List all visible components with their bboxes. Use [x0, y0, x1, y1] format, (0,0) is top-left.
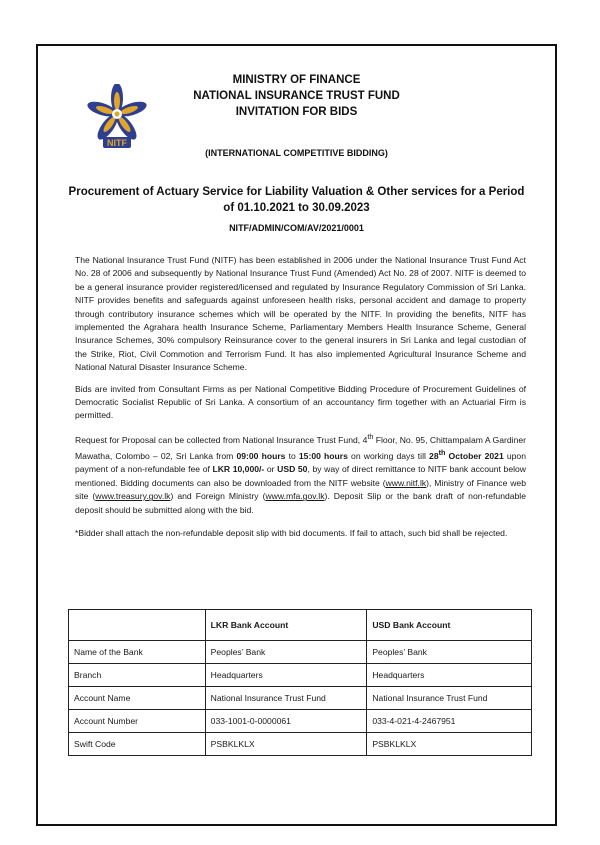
bidding-type: (INTERNATIONAL COMPETITIVE BIDDING) [205, 148, 388, 158]
table-header-cell [69, 610, 206, 641]
note-paragraph: *Bidder shall attach the non-refundable deposit slip with bid documents. If fail to attach, such bid shall be rejected. [75, 528, 508, 539]
deadline-date: 28th October 2021 [429, 449, 504, 461]
table-cell: Branch [69, 664, 206, 687]
table-cell: National Insurance Trust Fund [367, 687, 532, 710]
table-cell: Swift Code [69, 733, 206, 756]
table-cell: Headquarters [205, 664, 367, 687]
table-row [69, 664, 532, 687]
table-cell: PSBKLKLX [367, 733, 532, 756]
table-cell: Account Number [69, 710, 206, 733]
invitation-title: INVITATION FOR BIDS [235, 106, 358, 118]
mfa-website-link[interactable]: www.mfa.gov.lk [265, 491, 325, 502]
table-cell: 033-1001-0-0000061 [205, 710, 367, 733]
notice-header [38, 72, 555, 120]
nitf-website-link[interactable]: www.nitf.lk [385, 477, 427, 488]
table-cell: Peoples’ Bank [367, 641, 532, 664]
table-cell: PSBKLKLX [205, 733, 367, 756]
hours-to: 15:00 hours [298, 451, 348, 461]
fee-usd: USD 50 [277, 464, 308, 475]
table-row [69, 641, 532, 664]
table-row [69, 710, 532, 733]
fee-lkr: LKR 10,000/- [212, 464, 265, 475]
table-cell: Headquarters [367, 664, 532, 687]
request-paragraph: Request for Proposal can be collected from National Insurance Trust Fund, 4th Floor, No. 95, Chittampalam A Gardiner Mawatha, Colombo – 02, Sri Lanka from 09:00 hours to 15:00 hours on working days till 28th October 2021 upon payment of a non-refundable fee of LKR 10,000/- or USD 50, by way of direct remittance to NITF bank account below mentioned. Bidding documents can also be downloaded from the NITF website (www.nitf.lk), Ministry of Finance web site (www.treasury.gov.lk) and Foreign Ministry (www.mfa.gov.lk). Deposit Slip or the bank draft of non-refundable deposit should be submitted along with the bid. [75, 432, 526, 515]
table-header-cell: USD Bank Account [367, 610, 532, 641]
table-cell: Name of the Bank [69, 641, 206, 664]
table-row [69, 687, 532, 710]
procurement-title: Procurement of Actuary Service for Liability Valuation & Other services for a Period of 01.10.2021 to 30.09.2023 [68, 186, 525, 214]
table-row [69, 733, 532, 756]
bank-account-table [68, 609, 532, 756]
fund-title: NATIONAL INSURANCE TRUST FUND [193, 90, 400, 102]
table-cell: Account Name [69, 687, 206, 710]
notice-frame [36, 44, 557, 826]
intro-paragraph: The National Insurance Trust Fund (NITF) has been established in 2006 under the National Insurance Trust Fund Act No. 28 of 2006 and subsequently by National Insurance Trust Fund (Amended) Act No. 28 of 2007. NITF is deemed to be a general insurance provider registered/licensed and regulated by Insurance Regulatory Commission of Sri Lanka. NITF provides benefits and safeguards against unforeseen health risks, personal accident and damage to property through contributory insurance schemes which will be operated by the NITF. In providing the benefits, NITF has implemented the Agrahara health Insurance Scheme, Parliamentary Members Health Insurance Scheme, General Insurance Schemes, 30% compulsory Reinsurance cover to the general insurers in Sri Lanka and legal custodian of the Strike, Riot, Civil Commotion and Terrorism Fund. It has also implemented Agricultural Insurance Scheme and National Natural Disaster Insurance Scheme. [75, 255, 526, 373]
table-cell: Peoples’ Bank [205, 641, 367, 664]
table-header-cell: LKR Bank Account [205, 610, 367, 641]
bids-paragraph: Bids are invited from Consultant Firms as per National Competitive Bidding Procedure of Procurement Guidelines of Democratic Socialist Republic of Sri Lanka. A consortium of an accountancy firm together with an Actuarial Firm is permitted. [75, 383, 526, 421]
table-header-row [69, 610, 532, 641]
procurement-reference: NITF/ADMIN/COM/AV/2021/0001 [229, 223, 364, 233]
ministry-title: MINISTRY OF FINANCE [232, 74, 361, 86]
logo-text: NITF [107, 138, 127, 148]
treasury-website-link[interactable]: www.treasury.gov.lk [95, 491, 171, 502]
table-cell: 033-4-021-4-2467951 [367, 710, 532, 733]
notice-body [75, 254, 526, 548]
table-cell: National Insurance Trust Fund [205, 687, 367, 710]
hours-from: 09:00 hours [236, 451, 286, 461]
